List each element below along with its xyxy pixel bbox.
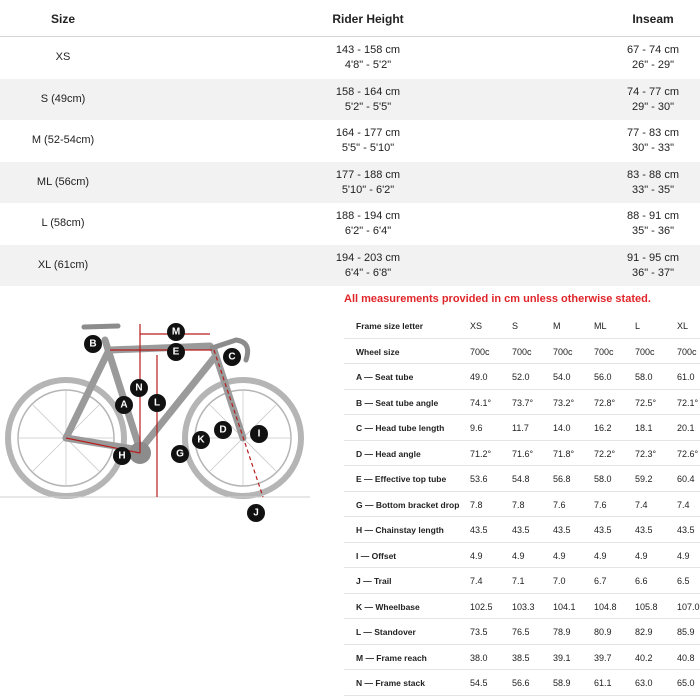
geometry-value: S bbox=[512, 321, 519, 331]
geometry-value: 74.1° bbox=[470, 397, 492, 408]
svg-text:N: N bbox=[135, 382, 143, 394]
geometry-label: Frame size letter bbox=[356, 321, 424, 331]
size-row bbox=[0, 37, 700, 79]
marker-i-icon bbox=[250, 425, 268, 443]
header-inseam: Inseam bbox=[632, 12, 674, 26]
geometry-value: L bbox=[635, 321, 641, 331]
geometry-value: 43.5 bbox=[677, 525, 695, 535]
geometry-row bbox=[344, 517, 700, 543]
geometry-value: 104.8 bbox=[594, 601, 617, 612]
geometry-value: 700c bbox=[677, 346, 697, 357]
geometry-value: 4.9 bbox=[512, 550, 525, 561]
height-cell: 188 - 194 cm 6'2" - 6'4" bbox=[335, 210, 401, 237]
geometry-label: J — Trail bbox=[356, 576, 392, 586]
geometry-value: 38.0 bbox=[470, 652, 488, 663]
geometry-value: 7.6 bbox=[594, 499, 607, 510]
geometry-label: K — Wheelbase bbox=[356, 601, 420, 612]
geometry-value: 61.0 bbox=[677, 372, 695, 382]
inseam-cell: 74 - 77 cm 29" - 30" bbox=[627, 85, 679, 113]
inseam-cell: 77 - 83 cm 30" - 33" bbox=[627, 127, 679, 154]
size-cell: L (58cm) bbox=[41, 217, 85, 229]
geometry-row bbox=[344, 441, 700, 467]
geometry-value: 43.5 bbox=[635, 525, 653, 535]
size-table-header bbox=[0, 0, 700, 37]
geometry-value: 700c bbox=[635, 346, 655, 357]
geometry-row bbox=[344, 339, 700, 365]
geometry-value: 38.5 bbox=[512, 652, 530, 663]
geometry-row bbox=[344, 594, 700, 620]
geometry-value: 7.4 bbox=[635, 499, 648, 510]
geometry-value: 72.1° bbox=[677, 397, 699, 408]
geometry-value: 105.8 bbox=[635, 601, 658, 612]
geometry-value: 72.8° bbox=[594, 397, 616, 408]
geometry-label: I — Offset bbox=[356, 550, 397, 561]
marker-h-icon bbox=[113, 447, 131, 465]
geometry-value: 700c bbox=[594, 346, 614, 357]
geometry-value: 11.7 bbox=[512, 423, 529, 433]
size-cell: XL (61cm) bbox=[37, 258, 89, 271]
geometry-value: 7.8 bbox=[512, 499, 525, 510]
geometry-value: XS bbox=[470, 321, 483, 331]
geometry-value: 80.9 bbox=[594, 627, 612, 637]
svg-text:C: C bbox=[228, 351, 236, 363]
geometry-value: 58.0 bbox=[594, 474, 612, 484]
geometry-label: C — Head tube length bbox=[356, 423, 445, 433]
geometry-value: 43.5 bbox=[512, 525, 530, 535]
geometry-value: 53.6 bbox=[470, 474, 488, 484]
geometry-value: 54.0 bbox=[553, 372, 571, 382]
geometry-value: M bbox=[553, 321, 561, 331]
geometry-value: 73.7° bbox=[512, 397, 534, 408]
size-row bbox=[0, 245, 700, 287]
measurement-notice: All measurements provided in cm unless otherwise stated. bbox=[344, 293, 651, 305]
geometry-value: 85.9 bbox=[677, 627, 695, 637]
geometry-value: 52.0 bbox=[512, 372, 530, 382]
marker-j-icon bbox=[247, 504, 265, 522]
geometry-label: H — Chainstay length bbox=[356, 525, 444, 535]
geometry-value: 59.2 bbox=[635, 474, 653, 484]
geometry-value: 4.9 bbox=[594, 550, 607, 561]
geometry-value: 18.1 bbox=[635, 423, 653, 433]
geometry-value: 61.1 bbox=[594, 678, 612, 688]
size-cell: M (52-54cm) bbox=[31, 134, 95, 146]
geometry-value: 7.4 bbox=[677, 499, 690, 510]
marker-l-icon bbox=[148, 394, 166, 412]
geometry-value: 54.8 bbox=[512, 474, 530, 484]
geometry-value: 6.7 bbox=[594, 576, 607, 586]
geometry-value: 4.9 bbox=[470, 550, 483, 561]
geometry-value: 72.5° bbox=[635, 397, 657, 408]
svg-text:K: K bbox=[197, 434, 205, 446]
marker-n-icon bbox=[130, 379, 148, 397]
height-cell: 177 - 188 cm 5'10" - 6'2" bbox=[335, 168, 401, 196]
size-row bbox=[0, 203, 700, 245]
geometry-row bbox=[344, 390, 700, 416]
marker-m-icon bbox=[167, 323, 185, 341]
geometry-label: A — Seat tube bbox=[356, 372, 414, 382]
geometry-value: 43.5 bbox=[470, 525, 488, 535]
geometry-value: 56.6 bbox=[512, 678, 530, 688]
geometry-value: 65.0 bbox=[677, 678, 695, 688]
geometry-value: 700c bbox=[470, 346, 490, 357]
geometry-value: XL bbox=[677, 321, 689, 331]
geometry-row bbox=[344, 415, 700, 441]
geometry-value: 6.5 bbox=[677, 576, 690, 586]
geometry-value: ML bbox=[594, 321, 607, 331]
geometry-value: 58.0 bbox=[635, 372, 653, 382]
geometry-value: 78.9 bbox=[553, 627, 571, 637]
geometry-value: 9.6 bbox=[470, 423, 483, 433]
geometry-row bbox=[344, 645, 700, 671]
geometry-value: 43.5 bbox=[553, 525, 571, 535]
size-table bbox=[0, 0, 700, 286]
geometry-value: 20.1 bbox=[677, 423, 695, 433]
marker-c-icon bbox=[223, 348, 241, 366]
svg-text:B: B bbox=[89, 338, 97, 350]
geometry-label: M — Frame reach bbox=[356, 652, 427, 663]
geometry-value: 104.1 bbox=[553, 601, 576, 612]
svg-text:E: E bbox=[172, 346, 180, 358]
geometry-value: 56.8 bbox=[553, 474, 571, 484]
geometry-value: 49.0 bbox=[470, 372, 488, 382]
size-row bbox=[0, 120, 700, 162]
geometry-table bbox=[344, 313, 700, 696]
geometry-row bbox=[344, 619, 700, 645]
geometry-value: 71.6° bbox=[512, 448, 534, 459]
geometry-value: 4.9 bbox=[677, 550, 690, 561]
marker-b-icon bbox=[84, 335, 102, 353]
marker-k-icon bbox=[192, 431, 210, 449]
svg-text:H: H bbox=[118, 450, 126, 462]
svg-text:G: G bbox=[176, 448, 184, 460]
inseam-cell: 88 - 91 cm 35" - 36" bbox=[627, 210, 679, 237]
geometry-label: L — Standover bbox=[356, 627, 416, 637]
geometry-value: 71.8° bbox=[553, 448, 575, 459]
geometry-value: 700c bbox=[553, 346, 573, 357]
size-cell: XS bbox=[55, 51, 71, 63]
height-cell: 143 - 158 cm 4'8" - 5'2" bbox=[335, 44, 401, 71]
geometry-value: 14.0 bbox=[553, 423, 571, 433]
geometry-label: N — Frame stack bbox=[356, 678, 425, 688]
height-cell: 194 - 203 cm 6'4" - 6'8" bbox=[335, 251, 401, 279]
svg-text:D: D bbox=[219, 424, 227, 436]
svg-text:A: A bbox=[120, 399, 128, 411]
marker-d-icon bbox=[214, 421, 232, 439]
geometry-value: 58.9 bbox=[553, 678, 571, 688]
inseam-cell: 67 - 74 cm 26" - 29" bbox=[627, 44, 679, 71]
inseam-cell: 83 - 88 cm 33" - 35" bbox=[627, 168, 679, 196]
geometry-label: E — Effective top tube bbox=[356, 474, 447, 484]
geometry-value: 39.7 bbox=[594, 652, 612, 663]
height-cell: 158 - 164 cm 5'2" - 5'5" bbox=[335, 85, 401, 113]
svg-text:I: I bbox=[257, 428, 261, 440]
inseam-cell: 91 - 95 cm 36" - 37" bbox=[627, 251, 679, 279]
geometry-value: 72.2° bbox=[594, 448, 616, 459]
geometry-value: 700c bbox=[512, 346, 532, 357]
bike-geometry-diagram bbox=[0, 310, 320, 530]
size-row bbox=[0, 79, 700, 121]
geometry-value: 43.5 bbox=[594, 525, 612, 535]
geometry-row bbox=[344, 492, 700, 518]
svg-text:J: J bbox=[253, 507, 259, 519]
geometry-value: 40.8 bbox=[677, 652, 695, 663]
geometry-value: 7.0 bbox=[553, 576, 566, 586]
geometry-value: 7.6 bbox=[553, 499, 566, 510]
geometry-label: G — Bottom bracket drop bbox=[356, 499, 460, 510]
geometry-value: 54.5 bbox=[470, 678, 488, 688]
geometry-value: 4.9 bbox=[553, 550, 566, 561]
geometry-value: 7.4 bbox=[470, 576, 483, 586]
geometry-value: 39.1 bbox=[553, 652, 571, 663]
geometry-value: 7.1 bbox=[512, 576, 525, 586]
header-size: Size bbox=[50, 12, 75, 26]
geometry-row bbox=[344, 568, 700, 594]
geometry-label: B — Seat tube angle bbox=[356, 397, 439, 408]
geometry-value: 72.3° bbox=[635, 448, 657, 459]
geometry-value: 102.5 bbox=[470, 601, 493, 612]
height-cell: 164 - 177 cm 5'5" - 5'10" bbox=[335, 127, 401, 154]
marker-g-icon bbox=[171, 445, 189, 463]
geometry-value: 107.0 bbox=[677, 601, 700, 612]
header-rider-height: Rider Height bbox=[332, 12, 404, 26]
geometry-value: 103.3 bbox=[512, 601, 535, 612]
geometry-value: 63.0 bbox=[635, 678, 653, 688]
svg-text:M: M bbox=[171, 326, 181, 338]
geometry-value: 6.6 bbox=[635, 576, 648, 586]
geometry-row bbox=[344, 466, 700, 492]
geometry-value: 4.9 bbox=[635, 550, 648, 561]
geometry-value: 76.5 bbox=[512, 627, 530, 637]
geometry-value: 73.5 bbox=[470, 627, 488, 637]
svg-text:L: L bbox=[153, 397, 161, 409]
size-cell: S (49cm) bbox=[40, 92, 86, 105]
geometry-row bbox=[344, 313, 700, 339]
geometry-value: 73.2° bbox=[553, 397, 575, 408]
geometry-label: Wheel size bbox=[356, 346, 400, 357]
geometry-row bbox=[344, 364, 700, 390]
geometry-value: 56.0 bbox=[594, 372, 612, 382]
size-cell: ML (56cm) bbox=[36, 175, 90, 188]
geometry-value: 16.2 bbox=[594, 423, 612, 433]
geometry-label: D — Head angle bbox=[356, 448, 421, 459]
diagram-markers bbox=[0, 310, 320, 530]
geometry-value: 60.4 bbox=[677, 474, 695, 484]
size-row bbox=[0, 162, 700, 204]
geometry-value: 72.6° bbox=[677, 448, 699, 459]
geometry-value: 40.2 bbox=[635, 652, 653, 663]
marker-a-icon bbox=[115, 396, 133, 414]
geometry-value: 71.2° bbox=[470, 448, 492, 459]
geometry-value: 82.9 bbox=[635, 627, 653, 637]
geometry-row bbox=[344, 670, 700, 696]
geometry-row bbox=[344, 543, 700, 569]
marker-e-icon bbox=[167, 343, 185, 361]
geometry-value: 7.8 bbox=[470, 499, 483, 510]
